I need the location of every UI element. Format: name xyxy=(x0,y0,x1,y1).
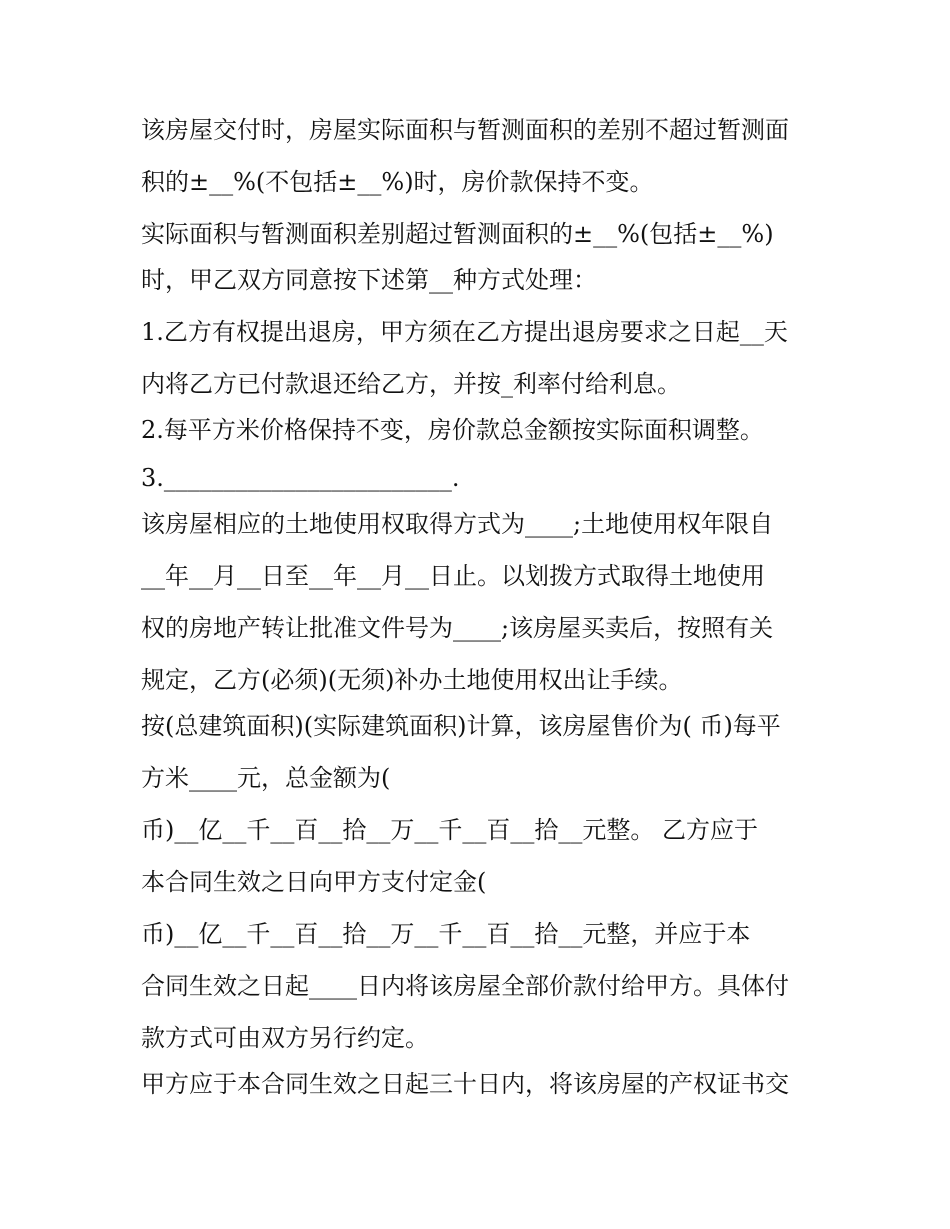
text-line: 2.每平方米价格保持不变，房价款总金额按实际面积调整。 xyxy=(141,416,764,444)
text-line: 积的±__%(不包括±__%)时，房价款保持不变。 xyxy=(141,168,654,196)
text-line: 1.乙方有权提出退房，甲方须在乙方提出退房要求之日起__天 xyxy=(141,318,788,346)
text-line: 内将乙方已付款退还给乙方，并按_利率付给利息。 xyxy=(141,370,681,398)
text-line: 该房屋相应的土地使用权取得方式为____;土地使用权年限自 xyxy=(141,510,774,538)
text-line: 方米____元，总金额为( xyxy=(141,764,391,792)
text-line: 权的房地产转让批准文件号为____;该房屋买卖后，按照有关 xyxy=(141,614,774,642)
text-line: 实际面积与暂测面积差别超过暂测面积的±__%(包括±__%) xyxy=(141,220,774,248)
text-line: 按(总建筑面积)(实际建筑面积)计算，该房屋售价为( 币)每平 xyxy=(141,712,781,740)
text-line: 该房屋交付时，房屋实际面积与暂测面积的差别不超过暂测面 xyxy=(141,116,789,144)
document-body xyxy=(141,109,821,1115)
text-line: 币)__亿__千__百__拾__万__千__百__拾__元整，并应于本 xyxy=(141,920,751,948)
text-line: 合同生效之日起____日内将该房屋全部价款付给甲方。具体付 xyxy=(141,972,789,1000)
text-line: 本合同生效之日向甲方支付定金( xyxy=(141,868,487,896)
text-line: 款方式可由双方另行约定。 xyxy=(141,1024,429,1052)
text-line: 3.________________________. xyxy=(141,464,460,492)
text-line: __年__月__日至__年__月__日止。以划拨方式取得土地使用 xyxy=(141,562,765,590)
text-line: 币)__亿__千__百__拾__万__千__百__拾__元整。 乙方应于 xyxy=(141,816,758,844)
text-line: 时，甲乙双方同意按下述第__种方式处理： xyxy=(141,266,597,294)
text-line: 规定，乙方(必须)(无须)补办土地使用权出让手续。 xyxy=(141,666,683,694)
text-line: 甲方应于本合同生效之日起三十日内，将该房屋的产权证书交 xyxy=(141,1070,789,1098)
